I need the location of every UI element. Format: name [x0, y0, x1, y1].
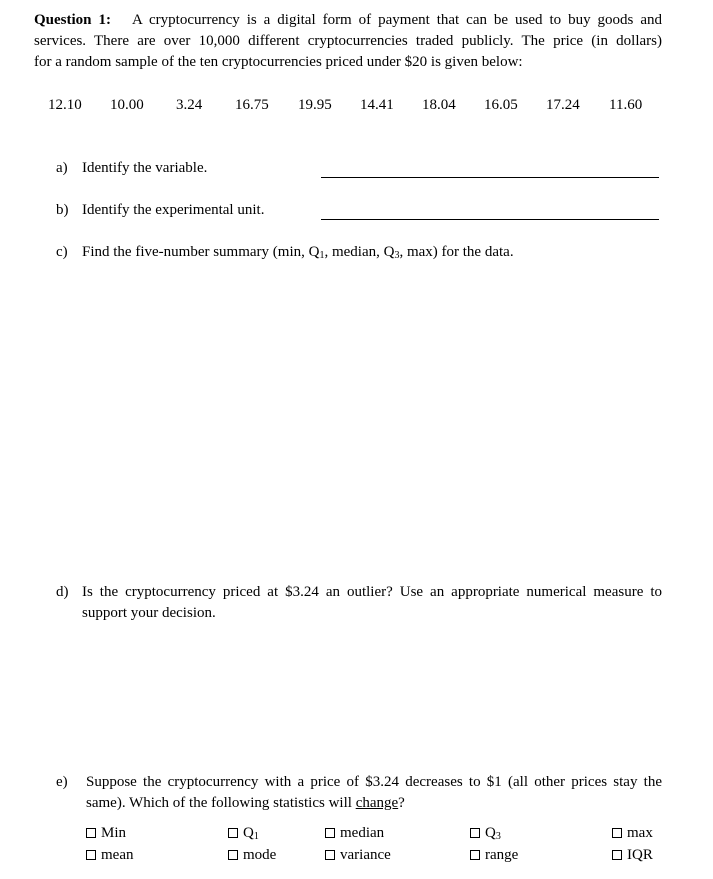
option-min-label: Min [101, 825, 127, 841]
checkbox-icon[interactable] [86, 850, 96, 860]
option-max[interactable] [612, 825, 653, 842]
part-c-label: c) [56, 244, 68, 260]
intro-line-3: for a random sample of the ten cryptocurrencies priced under $20 is given below: [34, 54, 523, 70]
option-q1[interactable] [228, 825, 259, 842]
price-value: 16.05 [484, 97, 518, 113]
part-a [56, 160, 207, 177]
part-e-label: e) [56, 774, 68, 790]
part-e-line1: Suppose the cryptocurrency with a price of $3.24 decreases to $1 (all other prices stay the [86, 774, 662, 790]
price-value: 16.75 [235, 97, 269, 113]
option-q1-label: Q [243, 825, 254, 841]
part-a-label: a) [56, 160, 68, 176]
part-e [56, 772, 662, 814]
part-d-line2: support your decision. [82, 605, 216, 621]
option-iqr[interactable] [612, 847, 653, 864]
part-a-text: Identify the variable. [82, 160, 208, 176]
checkbox-icon[interactable] [86, 828, 96, 838]
part-b-label: b) [56, 202, 69, 218]
q1-subscript: 1 [319, 250, 325, 261]
part-c-text-before: Find the five-number summary (min, Q [82, 244, 320, 260]
price-value: 17.24 [546, 97, 580, 113]
price-value: 3.24 [176, 97, 203, 113]
checkbox-icon[interactable] [612, 850, 622, 860]
option-max-label: max [627, 825, 653, 841]
price-value: 12.10 [48, 97, 82, 113]
option-variance[interactable] [325, 847, 391, 864]
option-q1-subscript: 1 [253, 831, 259, 842]
option-mode-label: mode [243, 847, 277, 863]
option-q3-subscript: 3 [495, 831, 501, 842]
part-a-answer-line[interactable] [321, 177, 659, 178]
option-median-label: median [340, 825, 385, 841]
part-c [56, 244, 514, 261]
intro-text-1: A cryptocurrency is a digital form of payment that can be used to buy goods and [132, 12, 662, 28]
option-q3[interactable] [470, 825, 501, 842]
part-e-line2-before: same). Which of the following statistics will [86, 795, 356, 811]
checkbox-icon[interactable] [228, 850, 238, 860]
part-e-line2-after: ? [398, 795, 405, 811]
option-mean-label: mean [101, 847, 134, 863]
part-d-text [82, 582, 662, 624]
price-value: 18.04 [422, 97, 456, 113]
part-d [56, 582, 662, 624]
question-text [34, 10, 662, 73]
intro-line-2: services. There are over 10,000 different cryptocurrencies traded publicly. The price (in dollars) [34, 33, 662, 49]
part-e-line2 [86, 793, 662, 814]
option-range[interactable] [470, 847, 518, 864]
q3-subscript: 3 [394, 250, 400, 261]
price-value: 14.41 [360, 97, 394, 113]
part-c-text-mid: , median, Q [324, 244, 395, 260]
part-c-text [82, 244, 514, 260]
option-mean[interactable] [86, 847, 133, 864]
part-b [56, 202, 264, 219]
option-iqr-label: IQR [627, 847, 653, 863]
option-mode[interactable] [228, 847, 276, 864]
checkbox-icon[interactable] [470, 850, 480, 860]
option-median[interactable] [325, 825, 384, 842]
part-b-answer-line[interactable] [321, 219, 659, 220]
checkbox-icon[interactable] [325, 828, 335, 838]
question-heading: Question 1: [34, 12, 111, 28]
intro-line-1 [34, 10, 662, 31]
option-min[interactable] [86, 825, 126, 842]
price-value: 19.95 [298, 97, 332, 113]
part-d-label: d) [56, 584, 69, 600]
checkbox-icon[interactable] [228, 828, 238, 838]
part-e-text [86, 772, 662, 814]
option-range-label: range [485, 847, 519, 863]
option-variance-label: variance [340, 847, 391, 863]
change-underlined: change [355, 795, 399, 811]
price-value: 11.60 [609, 97, 643, 113]
checkbox-icon[interactable] [470, 828, 480, 838]
part-d-line1: Is the cryptocurrency priced at $3.24 an outlier? Use an appropriate numerical measure to [82, 584, 662, 600]
price-value: 10.00 [110, 97, 144, 113]
option-q3-label: Q [485, 825, 496, 841]
checkbox-icon[interactable] [325, 850, 335, 860]
checkbox-icon[interactable] [612, 828, 622, 838]
part-c-text-after: , max) for the data. [399, 244, 514, 260]
part-b-text: Identify the experimental unit. [82, 202, 265, 218]
